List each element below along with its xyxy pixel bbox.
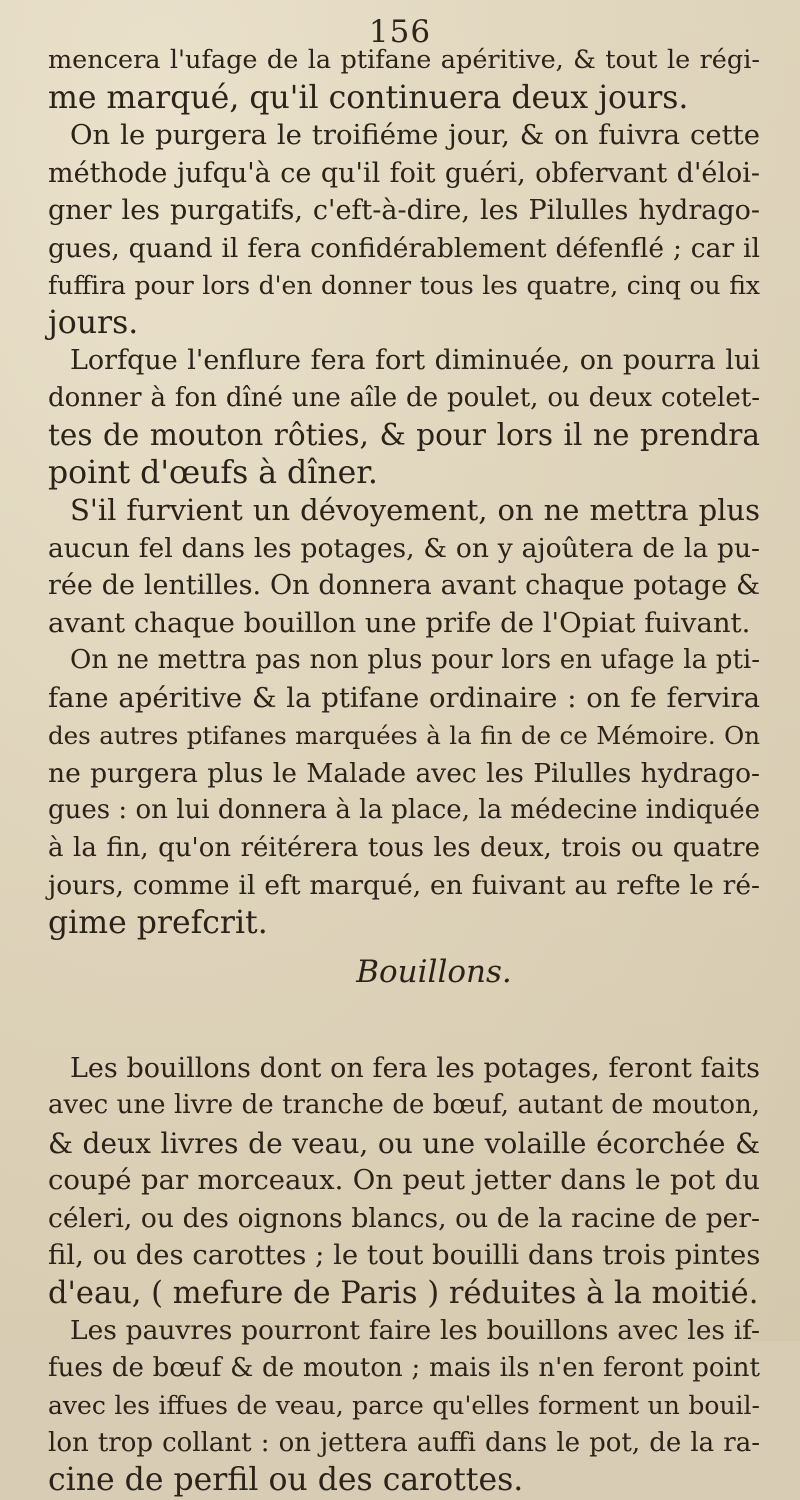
- text-line: donner à fon dîné une aîle de poulet, ou deux cotelet-: [48, 382, 760, 413]
- text-line: On le purgera le troifiéme jour, & on fuivra cette: [70, 119, 760, 151]
- text-line: méthode jufqu'à ce qu'il foit guéri, obfervant d'éloi-: [48, 157, 760, 189]
- text-line: & deux livres de veau, ou une volaille écorchée &: [48, 1126, 760, 1160]
- text-line: coupé par morceaux. On peut jetter dans le pot du: [48, 1164, 760, 1196]
- section-heading: Bouillons.: [356, 954, 512, 990]
- text-line: point d'œufs à dîner.: [48, 454, 378, 491]
- text-line: gime prefcrit.: [48, 904, 268, 941]
- text-line: rée de lentilles. On donnera avant chaque potage &: [48, 570, 760, 601]
- text-line: Lorfque l'enflure fera fort diminuée, on pourra lui: [70, 345, 760, 376]
- text-line: gues : on lui donnera à la place, la médecine indiquée: [48, 795, 760, 825]
- text-line: à la fin, qu'on réitérera tous les deux, trois ou quatre: [48, 832, 760, 863]
- text-line: avant chaque bouillon une prife de l'Opiat fuivant.: [48, 606, 751, 639]
- text-line: avec les iffues de veau, parce qu'elles forment un bouil-: [48, 1391, 760, 1420]
- text-line: gues, quand il fera confidérablement défenflé ; car il: [48, 232, 760, 264]
- spacer: [48, 942, 760, 954]
- text-line: jours, comme il eft marqué, en fuivant au refte le ré-: [48, 870, 760, 901]
- text-line: tes de mouton rôties, & pour lors il ne prendra: [48, 418, 760, 452]
- text-line: me marqué, qu'il continuera deux jours.: [48, 79, 689, 116]
- text-line: fil, ou des carottes ; le tout bouilli dans trois pintes: [48, 1239, 761, 1271]
- text-line: ne purgera plus le Malade avec les Pilulles hydrago-: [48, 757, 760, 789]
- text-line: céleri, ou des oignons blancs, ou de la racine de per-: [48, 1202, 760, 1234]
- text-line: cine de perfil ou des carottes.: [48, 1462, 524, 1498]
- text-line: fane apéritive & la ptifane ordinaire : on fe fervira: [48, 681, 760, 714]
- text-line: fuffira pour lors d'en donner tous les quatre, cinq ou fix: [48, 271, 760, 300]
- main-text: [48, 42, 760, 1500]
- text-line: d'eau, ( mefure de Paris ) réduites à la moitié.: [48, 1275, 759, 1311]
- text-line: Les pauvres pourront faire les bouillons avec les if-: [70, 1315, 760, 1346]
- page-number: 156: [368, 14, 432, 50]
- text-line: S'il furvient un dévoyement, on ne mettra plus: [70, 493, 760, 527]
- text-line: des autres ptifanes marquées à la fin de ce Mémoire. On: [48, 721, 760, 750]
- text-line: On ne mettra pas non plus pour lors en ufage la pti-: [70, 645, 760, 675]
- spacer: [48, 992, 760, 1050]
- text-line: fues de bœuf & de mouton ; mais ils n'en feront point: [48, 1352, 760, 1383]
- text-line: jours.: [48, 304, 139, 341]
- text-line: avec une livre de tranche de bœuf, autant de mouton,: [48, 1090, 760, 1120]
- text-line: mencera l'ufage de la ptifane apéritive, & tout le régi-: [48, 45, 760, 75]
- text-line: Les bouillons dont on fera les potages, feront faits: [70, 1052, 760, 1084]
- text-line: lon trop collant : on jettera auffi dans le pot, de la ra-: [48, 1427, 760, 1458]
- text-line: aucun fel dans les potages, & on y ajoûtera de la pu-: [48, 532, 760, 564]
- text-line: gner les purgatifs, c'eft-à-dire, les Pilulles hydrago-: [48, 195, 760, 226]
